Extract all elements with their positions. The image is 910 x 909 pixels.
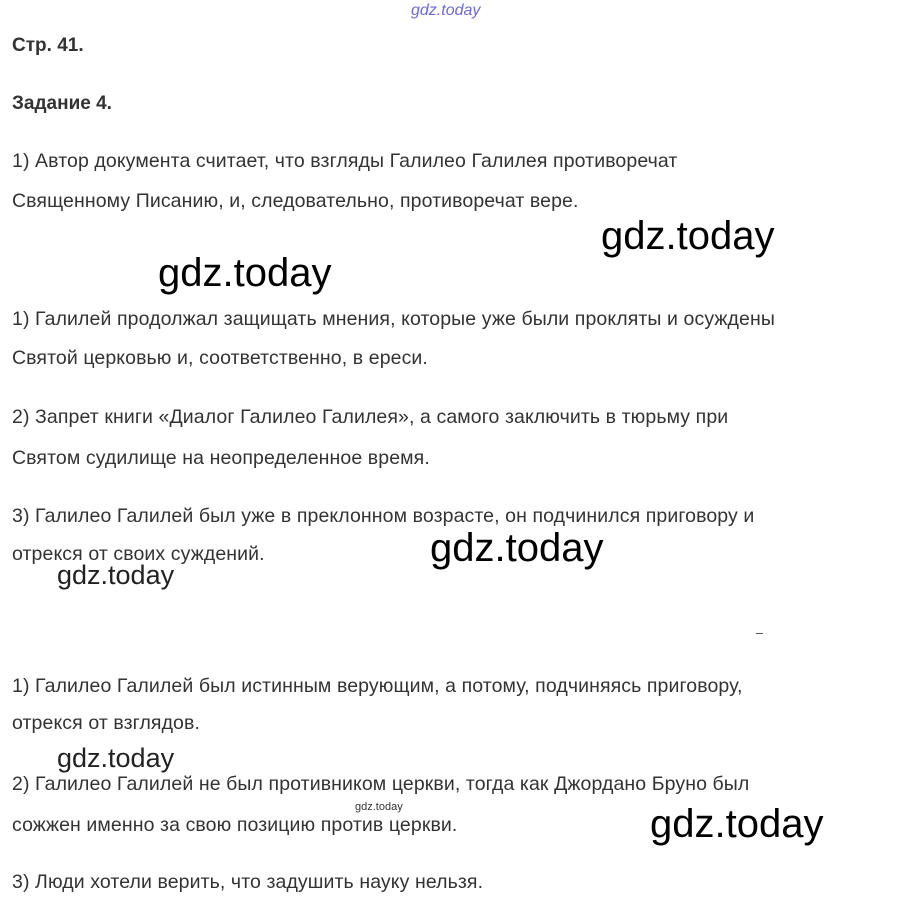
watermark: gdz.today (57, 743, 175, 773)
watermark: gdz.today (650, 802, 824, 846)
text-line: 2) Галилео Галилей не был противником церкви, тогда как Джордано Бруно был (12, 773, 750, 795)
stray-mark (756, 633, 763, 634)
text-line: 3) Люди хотели верить, что задушить науку нельзя. (12, 871, 484, 893)
watermark: gdz.today (430, 526, 604, 570)
text-line: отрекся от взглядов. (12, 712, 200, 734)
watermark: gdz.today (355, 801, 403, 813)
text-line: 2) Запрет книги «Диалог Галилео Галилея», а самого заключить в тюрьму при (12, 406, 729, 428)
text-line: 1) Автор документа считает, что взгляды Галилео Галилея противоречат (12, 150, 678, 172)
watermark-top: gdz.today (411, 2, 481, 19)
text-line: 1) Галилей продолжал защищать мнения, которые уже были прокляты и осуждены (12, 308, 775, 330)
text-line: Святом судилище на неопределенное время. (12, 447, 430, 469)
text-line: 3) Галилео Галилей был уже в преклонном возрасте, он подчинился приговору и (12, 505, 755, 527)
text-line: Святой церковью и, соответственно, в ереси. (12, 347, 428, 369)
text-line: 1) Галилео Галилей был истинным верующим, а потому, подчиняясь приговору, (12, 675, 743, 697)
text-line: сожжен именно за свою позицию против церкви. (12, 814, 458, 836)
watermark: gdz.today (601, 214, 775, 258)
watermark: gdz.today (158, 251, 332, 295)
watermark: gdz.today (57, 560, 175, 590)
task-title: Задание 4. (12, 93, 112, 114)
text-line: Священному Писанию, и, следовательно, противоречат вере. (12, 190, 579, 212)
page-number: Стр. 41. (12, 35, 84, 56)
text-line: отрекся от своих суждений. (12, 543, 265, 565)
